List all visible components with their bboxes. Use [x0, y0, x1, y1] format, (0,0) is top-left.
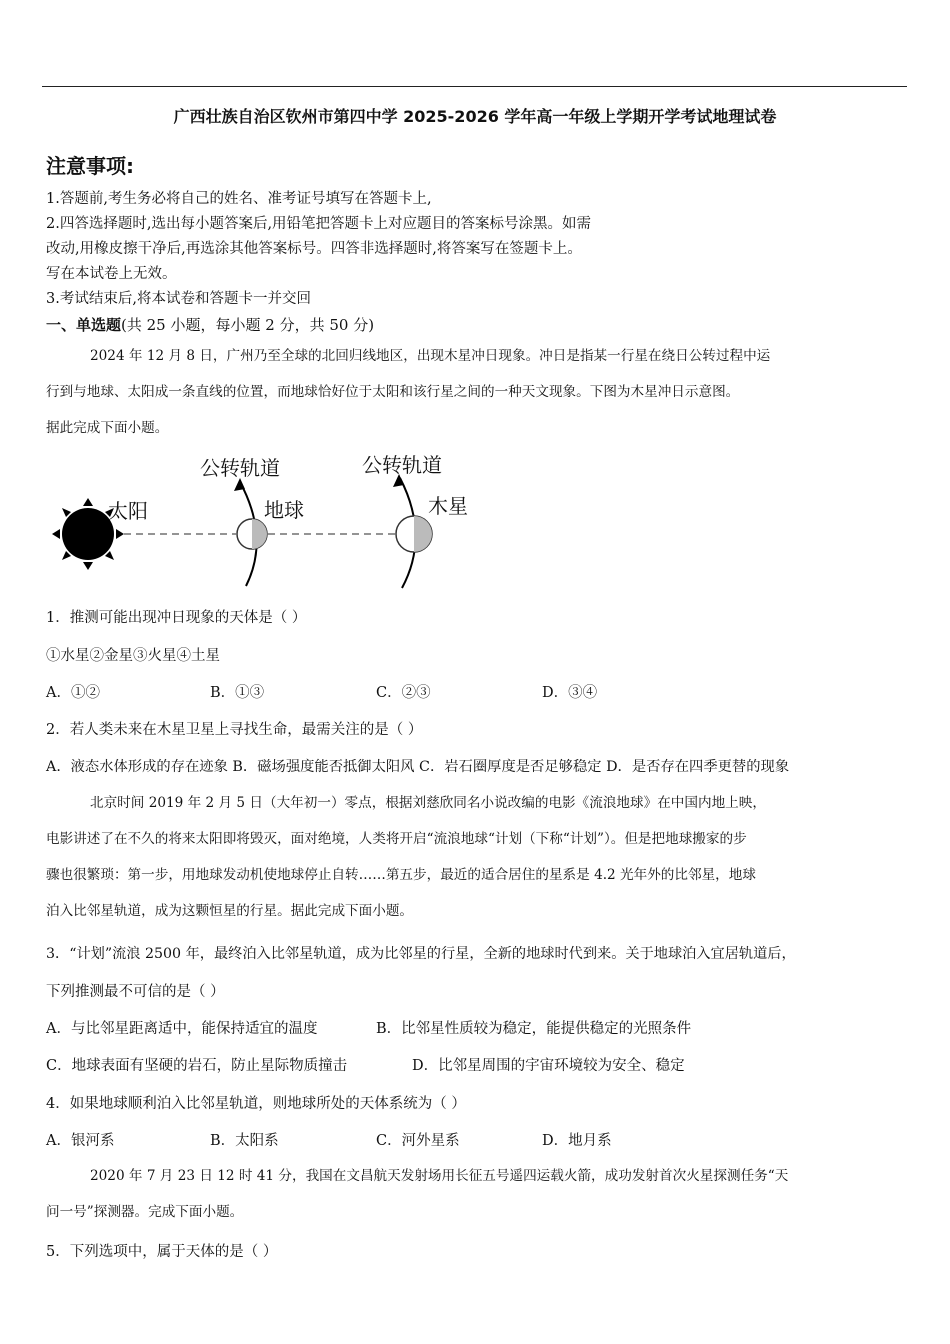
q1-option-a[interactable]: A．①② — [46, 685, 100, 701]
notice-line: 改动,用橡皮擦干净后,再选涂其他答案标号。四答非选择题时,将答案写在签题卡上。 — [46, 241, 582, 257]
question-1-items: ①水星②金星③火星④土星 — [46, 648, 220, 664]
passage-2 — [46, 785, 908, 929]
question-1-stem: 1．推测可能出现冲日现象的天体是（ ） — [46, 610, 307, 626]
q3-option-b[interactable]: B．比邻星性质较为稳定，能提供稳定的光照条件 — [376, 1021, 692, 1037]
orbit-label: 公转轨道 — [362, 453, 442, 477]
question-4-stem: 4．如果地球顺利泊入比邻星轨道，则地球所处的天体系统为（ ） — [46, 1096, 466, 1112]
question-5-stem: 5．下列选项中，属于天体的是（ ） — [46, 1244, 278, 1260]
notice-line: 3.考试结束后,将本试卷和答题卡一并交回 — [46, 291, 311, 307]
q3-option-d[interactable]: D．比邻星周围的宇宙环境较为安全、稳定 — [412, 1058, 685, 1074]
sun-label: 太阳 — [108, 499, 148, 523]
passage-line: 泊入比邻星轨道，成为这颗恒星的行星。据此完成下面小题。 — [46, 903, 414, 919]
q4-option-d[interactable]: D．地月系 — [542, 1133, 612, 1149]
earth-label: 地球 — [264, 498, 304, 522]
question-3-stem: 下列推测最不可信的是（ ） — [46, 984, 225, 1000]
section-label: 一、单选题 — [46, 316, 122, 334]
passage-line: 行到与地球、太阳成一条直线的位置，而地球恰好位于太阳和该行星之间的一种天文现象。下图为木星冲日示意图。 — [46, 384, 740, 400]
passage-line: 骤也很繁琐：第一步，用地球发动机使地球停止自转……第五步，最近的适合居住的星系是 4.2 光年外的比邻星，地球 — [46, 867, 756, 883]
question-3-stem: 3．“计划”流浪 2500 年，最终泊入比邻星轨道，成为比邻星的行星，全新的地球时代到来。关于地球泊入宜居轨道后， — [46, 946, 796, 962]
section-heading — [46, 314, 374, 335]
q3-option-c[interactable]: C．地球表面有坚硬的岩石，防止星际物质撞击 — [46, 1058, 348, 1074]
jupiter-label: 木星 — [428, 494, 468, 518]
exam-title: 广西壮族自治区钦州市第四中学 2025-2026 学年高一年级上学期开学考试地理试卷 — [173, 107, 777, 126]
header-rule — [42, 86, 907, 87]
jupiter-opposition-diagram — [40, 448, 500, 598]
passage-line: 北京时间 2019 年 2 月 5 日（大年初一）零点，根据刘慈欣同名小说改编的电影《流浪地球》在中国内地上映， — [90, 795, 766, 811]
q1-option-b[interactable]: B．①③ — [210, 685, 265, 701]
q2-options[interactable]: A．液态水体形成的存在迹象 B．磁场强度能否抵御太阳风 C．岩石圈厚度是否足够稳定 D．是否存在四季更替的现象 — [46, 759, 790, 775]
passage-line: 问一号”探测器。完成下面小题。 — [46, 1204, 244, 1220]
q3-option-a[interactable]: A．与比邻星距离适中，能保持适宜的温度 — [46, 1021, 318, 1037]
section-detail: (共 25 小题，每小题 2 分，共 50 分) — [121, 316, 375, 334]
notice-line: 1.答题前,考生务必将自己的姓名、准考证号填写在答题卡上, — [46, 191, 432, 207]
passage-line: 2024 年 12 月 8 日，广州乃至全球的北回归线地区，出现木星冲日现象。冲日是指某一行星在绕日公转过程中运 — [90, 348, 771, 364]
earth-icon — [237, 519, 267, 549]
passage-3 — [46, 1158, 908, 1230]
q4-option-a[interactable]: A．银河系 — [46, 1133, 115, 1149]
passage-line: 据此完成下面小题。 — [46, 420, 169, 436]
passage-line: 2020 年 7 月 23 日 12 时 41 分，我国在文昌航天发射场用长征五号遥四运载火箭，成功发射首次火星探测任务“天 — [90, 1168, 789, 1184]
jupiter-icon — [396, 516, 432, 552]
notice-heading: 注意事项: — [46, 154, 134, 178]
q4-option-b[interactable]: B．太阳系 — [210, 1133, 279, 1149]
question-2-stem: 2．若人类未来在木星卫星上寻找生命，最需关注的是（ ） — [46, 722, 423, 738]
q1-option-d[interactable]: D．③④ — [542, 685, 598, 701]
notice-line: 2.四答选择题时,选出每小题答案后,用铅笔把答题卡上对应题目的答案标号涂黑。如需 — [46, 216, 592, 232]
passage-1 — [46, 338, 908, 446]
passage-line: 电影讲述了在不久的将来太阳即将毁灭，面对绝境，人类将开启“流浪地球“计划（下称“计划”）。但是把地球搬家的步 — [46, 831, 747, 847]
q4-option-c[interactable]: C．河外星系 — [376, 1133, 460, 1149]
notice-line: 写在本试卷上无效。 — [46, 266, 177, 282]
orbit-label: 公转轨道 — [200, 456, 280, 480]
q1-option-c[interactable]: C．②③ — [376, 685, 431, 701]
